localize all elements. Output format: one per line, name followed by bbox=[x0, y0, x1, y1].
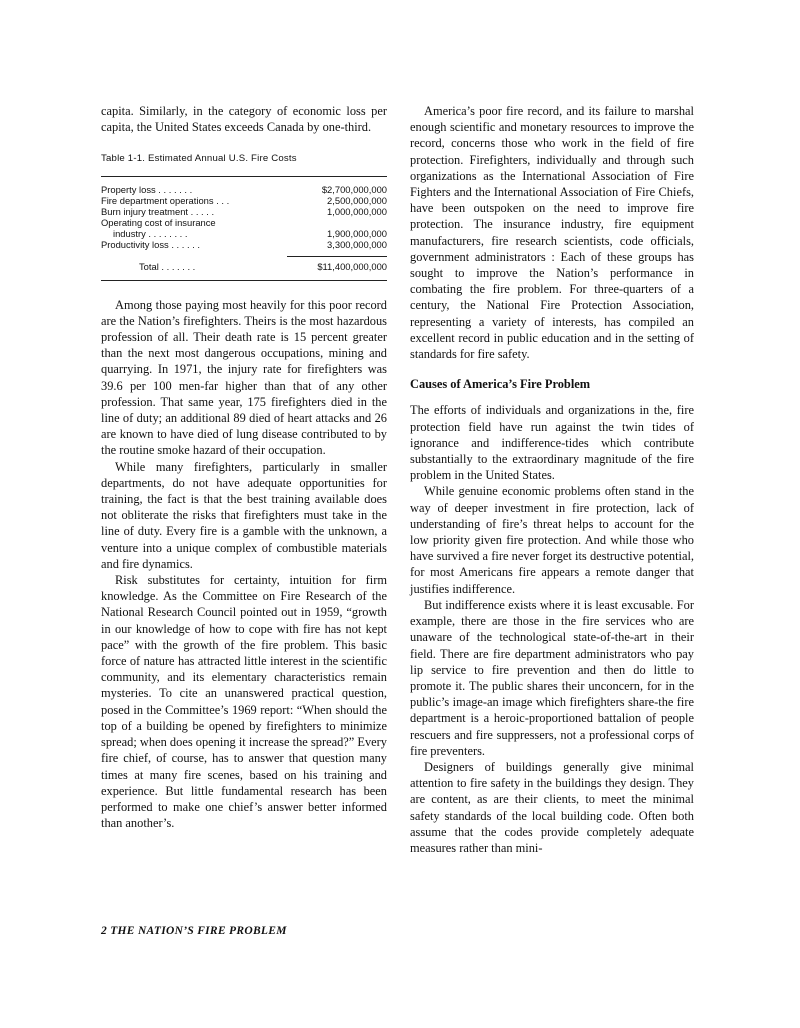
body-paragraph: Risk substitutes for certainty, intuition for firm knowledge. As the Committee on Fire Research of the National Research Council pointed out in 1959, “growth in our knowledge of how to cope with fire has not kept pace” with the growth of the fire problem. This basic force of nature has attracted little interest in the scientific community, and its elementary characteristics remain mysteries. To cite an unanswered practical question, posed in the Committee’s 1969 report: “When should the top of a building be opened by firefighters to minimize spread; when does opening it increase the spread?” Every fire chief, of course, has to answer that question many times at many fire scenes, based on his training and experience. But little fundamental research has been performed to make one chief’s answer better informed than another’s. bbox=[101, 573, 387, 831]
body-paragraph: America’s poor fire record, and its failure to marshal enough scientific and monetary resources to improve the record, concerns those who work in the field of fire protection. Firefighters, individually and through such organizations as the International Association of Fire Fighters and the International Association of Fire Chiefs, have been outspoken on the need to improve fire protection. The insurance industry, fire equipment manufacturers, fire research scientists, code officials, government administrators : Each of these groups has sought to improve the Nation’s performance in combating the fire problem. For three-quarters of a century, the National Fire Protection Association, representing a variety of interests, has compiled an excellent record in public education and in the setting of standards for fire safety. bbox=[410, 104, 694, 362]
table-row: Burn injury treatment . . . . . 1,000,000,000 bbox=[101, 205, 387, 217]
body-paragraph: While genuine economic problems often stand in the way of deeper investment in fire protection, lack of understanding of fire’s threat helps to account for the low priority given fire protection. And while those who have survived a fire never forget its destructive potential, for most Americans fire appears a remote danger that justifies indifference. bbox=[410, 484, 694, 596]
section-heading: Causes of America’s Fire Problem bbox=[410, 377, 591, 392]
table-row: industry . . . . . . . . 1,900,000,000 bbox=[113, 227, 387, 239]
page-footer: 2 THE NATION’S FIRE PROBLEM bbox=[101, 925, 287, 937]
left-column bbox=[101, 103, 387, 831]
table-row: Productivity loss . . . . . . 3,300,000,000 bbox=[101, 238, 387, 250]
table-total-row: Total . . . . . . . $11,400,000,000 bbox=[139, 260, 387, 272]
body-paragraph: The efforts of individuals and organizations in the, fire protection field have run against the twin tides of ignorance and indifference-tides which contribute substantially to the extraordinary magnitude of the fire problem in the United States. bbox=[410, 403, 694, 483]
table-row: Operating cost of insurance bbox=[101, 216, 216, 228]
table-top-rule bbox=[101, 176, 387, 177]
table-title: Table 1-1. Estimated Annual U.S. Fire Costs bbox=[101, 153, 297, 165]
table-row: Property loss . . . . . . . $2,700,000,000 bbox=[101, 183, 387, 195]
body-paragraph: But indifference exists where it is least excusable. For example, there are those in the fire services who are unaware of the technological state-of-the-art in their field. There are fire department administrators who pay lip service to fire prevention and then do little to promote it. The public shares their unconcern, for in the public’s image-an image which firefighters share-the fire department is a heroic-proportioned battalion of people rescuers and fire suppressers, not a professional corps of fire preventers. bbox=[410, 597, 694, 758]
table-row: Fire department operations . . . 2,500,000,000 bbox=[101, 194, 387, 206]
body-paragraph: Among those paying most heavily for this poor record are the Nation’s firefighters. Theirs is the most hazardous profession of all. Their death rate is 15 percent greater than the next most dangerous occupations, mining and quarrying. In 1971, the injury rate for firefighters was 39.6 per 100 men-far higher than that of any other profession. That same year, 175 firefighters died in the line of duty; an additional 89 died of heart attacks and 26 are known to have died of lung disease contributed to by the routine smoke hazard of their occupation. bbox=[101, 297, 387, 458]
fire-costs-table bbox=[101, 184, 387, 250]
total-rule bbox=[287, 256, 387, 257]
right-column bbox=[410, 103, 694, 856]
body-paragraph: While many firefighters, particularly in smaller departments, do not have adequate opportunities for training, the fact is that the best training available does not obliterate the risks that firefighters must take in the line of duty. Every fire is a gamble with the unknown, a venture into a unique complex of combustible materials and fire dynamics. bbox=[101, 459, 387, 571]
intro-paragraph: capita. Similarly, in the category of economic loss per capita, the United States exceeds Canada by one-third. bbox=[101, 104, 387, 135]
table-bottom-rule bbox=[101, 280, 387, 281]
body-paragraph: Designers of buildings generally give minimal attention to fire safety in the buildings they design. They are content, as are their clients, to meet the minimal safety standards of the local building code. Often both assume that the codes provide completely adequate measures rather than mini- bbox=[410, 759, 694, 855]
